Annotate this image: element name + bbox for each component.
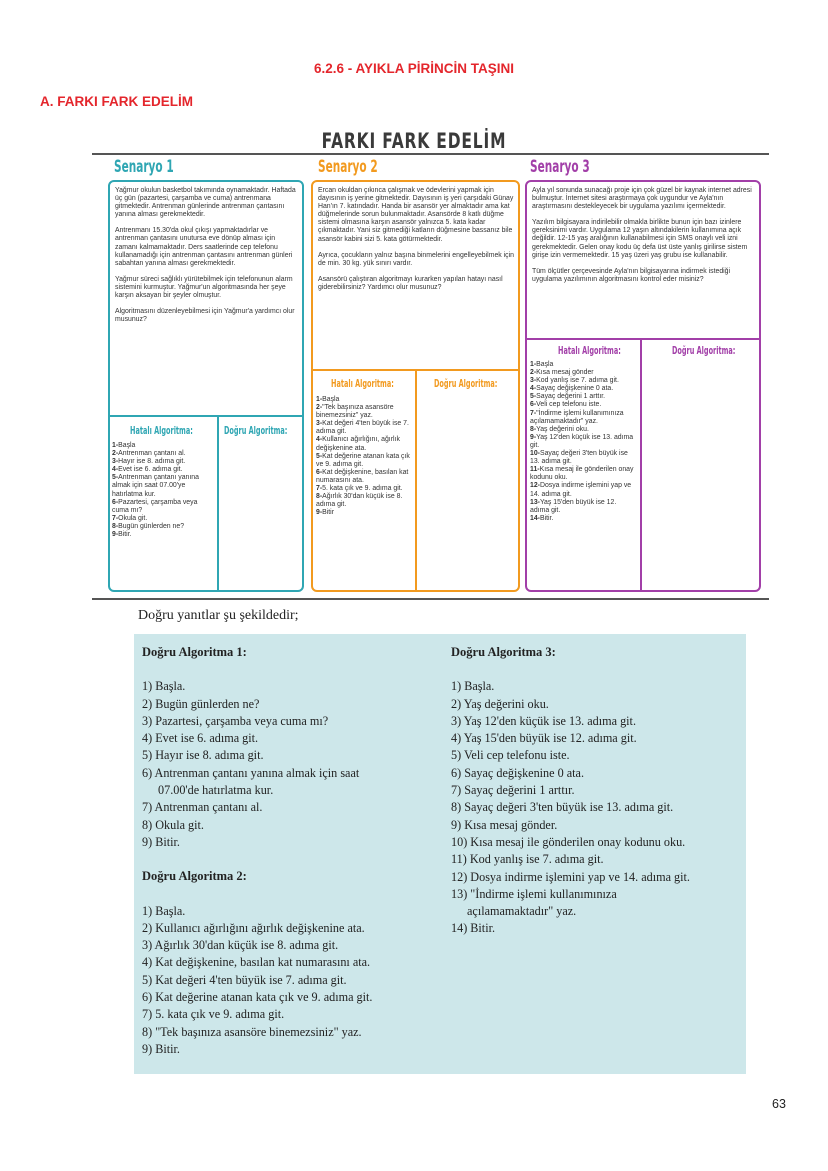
step-number: 13- [530,498,540,506]
scenario2-paragraph: Ercan okuldan çıkınca çalışmak ve ödevlerini yapmak için dayısının iş yerine gitmektedir. Dayısının iş yeri çarşıdaki Günay Han'ın 7. katındadır. Handa bir asansör yer almaktadır ama kat düğmelerinde sorun bulunmaktadır. Asansörde 8 katlı düğme sistemi olmasına karşın asansör yalnızca 5. kata kadar çıkmaktadır. Yani siz gitmediği katların düğmesine bassanız bile asansör kabini sizi 5. kata götürmektedir. [318,187,514,243]
scenario1-title: Senaryo 1 [114,157,174,177]
step-text: Sayaç değeri 3'ten büyük ise 13. adıma git. [530,450,628,466]
step-number: 10- [530,450,540,458]
step-number: 5- [316,452,323,460]
answer-step: 1) Başla. [142,903,186,918]
algorithm-step [530,434,637,450]
answer-step: 5) Kat değeri 4'ten büyük ise 7. adıma git. [142,972,347,987]
step-number: 11- [530,466,540,474]
step-number: 4- [530,385,537,393]
step-text: Yaş 15'den büyük ise 12. adıma git. [530,498,617,514]
step-text: Hayır ise 8. adıma git. [118,458,186,466]
scenario2-title: Senaryo 2 [318,157,378,177]
step-text: 5. kata çık ve 9. adıma git. [322,485,403,493]
answer-alg1-title: Doğru Algoritma 1: [142,645,247,659]
answer-step: 1) Başla. [142,679,186,694]
algorithm-step [530,482,637,498]
step-number: 14- [530,514,540,522]
answer-step: 7) Sayaç değerini 1 arttır. [451,783,575,798]
step-text: Yaş 12'den küçük ise 13. adıma git. [530,433,634,449]
step-number: 2- [530,369,537,377]
step-number: 8- [112,522,119,530]
answer-step: 7) 5. kata çık ve 9. adıma git. [142,1007,285,1022]
step-text: Kat değişkenine, basılan kat numarasını ata. [316,468,409,484]
algorithm-step [316,420,413,436]
scenario1-paragraph: Yağmur okulun basketbol takımında oynamaktadır. Haftada üç gün (pazartesi, çarşamba ve cuma) antrenmana gitmektedir. Antrenman günlerinde antrenman çantasını yanına alması gerekmektedir. [115,187,296,219]
algorithm-step [316,396,413,404]
bottom-rule [92,598,769,600]
answer-step: 9) Kısa mesaj gönder. [451,817,558,832]
step-number: 9- [112,531,119,539]
answer-step: 07.00'de hatırlatma kur. [158,783,274,798]
step-number: 4- [316,436,323,444]
step-number: 9- [316,509,323,517]
step-number: 2- [316,404,323,412]
answer-step: 2) Kullanıcı ağırlığını ağırlık değişkenine ata. [142,920,365,935]
step-text: Veli cep telefonu iste. [536,401,602,409]
answer-step: 8) Sayaç değeri 3'ten büyük ise 13. adıma git. [451,800,674,815]
answer-step: 9) Bitir. [142,834,180,849]
scenario1-text [115,187,298,332]
algorithm-step [112,474,214,498]
answer-step: 12) Dosya indirme işlemini yap ve 14. adıma git. [451,869,690,884]
banner-rule [92,153,769,155]
step-text: Kat değeri 4'ten büyük ise 7. adıma git. [316,420,409,436]
step-text: Yaş değerini oku. [536,425,589,433]
scenario2-paragraph: Ayrıca, çocukların yalnız başına binmelerini engelleyebilmek için de min. 30 kg. yük sınırı vardır. [318,251,514,267]
scenario3-wrong-steps [530,361,637,523]
answer-step: 6) Kat değerine atanan kata çık ve 9. adıma git. [142,990,373,1005]
answer-step: 13) "İndirme işlemi kullanımınıza [451,886,617,901]
answer-step: 10) Kısa mesaj ile gönderilen onay kodunu oku. [451,834,686,849]
scenario2-paragraph: Asansörü çalıştıran algoritmayı kurarken yapılan hatayı nasıl giderebilirsiniz? Yardımcı olur musunuz? [318,275,503,291]
step-text: Başla [118,442,136,449]
algorithm-step [112,450,214,458]
answer-step: 8) Okula git. [142,817,204,832]
scenario2-wrong-steps [316,396,413,517]
scenario2-wrong-heading: Hatalı Algoritma: [331,378,394,390]
algorithm-step [316,404,413,420]
algorithm-step [530,426,637,434]
answer-step: 6) Sayaç değişkenine 0 ata. [451,765,584,780]
step-text: Ağırlık 30'dan küçük ise 8. adıma git. [316,493,403,509]
answer-alg2-steps [142,903,442,1059]
step-number: 6- [316,468,323,476]
algorithm-step [112,458,214,466]
algorithm-step [316,469,413,485]
scenario2-text [318,187,514,300]
algorithm-step [316,485,413,493]
step-text: Pazartesi, çarşamba veya cuma mı? [112,498,198,514]
answer-step: 2) Yaş değerini oku. [451,696,549,711]
step-number: 4- [112,466,119,474]
step-number: 12- [530,482,540,490]
step-number: 2- [112,450,119,458]
answer-step: 3) Yaş 12'den küçük ise 13. adıma git. [451,713,636,728]
answer-alg2-title: Doğru Algoritma 2: [142,869,247,884]
answer-step: 5) Veli cep telefonu iste. [451,748,570,763]
answer-step: 5) Hayır ise 8. adıma git. [142,748,264,763]
step-text: Evet ise 6. adıma git. [118,466,183,474]
scenario3-wrong-heading: Hatalı Algoritma: [558,345,621,357]
algorithm-step [112,442,214,450]
scenario1-paragraph: Algoritmasını düzenleyebilmesi için Yağmur'a yardımcı olur musunuz? [115,308,295,324]
step-number: 1- [530,361,537,368]
step-text: Antrenman çantanı al. [118,450,186,458]
answer-alg1-steps [142,678,442,851]
step-number: 7- [112,514,119,522]
step-text: Başla [322,396,340,403]
answer-alg3-steps [451,678,743,937]
algorithm-step [316,493,413,509]
answer-step: 3) Ağırlık 30'dan küçük ise 8. adıma git. [142,938,339,953]
algorithm-step [530,401,637,409]
step-number: 6- [530,401,537,409]
answer-step: 2) Bugün günlerden ne? [142,696,260,711]
step-number: 3- [112,458,119,466]
step-text: Kat değerine atanan kata çık ve 9. adıma git. [316,452,410,468]
answer-step: 14) Bitir. [451,921,496,936]
algorithm-step [112,531,214,539]
step-text: Bugün günlerden ne? [118,522,185,530]
scenario3-paragraph: Tüm ölçütler çerçevesinde Ayla'nın bilgisayarına indirmek istediği uygulama yazılımının algoritmasını kontrol eder misiniz? [532,267,731,283]
scenario1-column-divider [217,416,219,591]
algorithm-step [530,515,637,523]
algorithm-step [530,377,637,385]
answer-step: açılamamaktadır" yaz. [467,904,577,919]
scenario3-paragraph: Yazılım bilgisayara indirilebilir olmakla birlikte bunun için bazı izinlere gereksinimi vardır. Uygulama 12 yaşın altındakilerin kullanımına açık değildir. 12-15 yaş aralığının kullanabilmesi için SMS onaylı veli izni gerekmektedir. Gelen onay kodu üç defa üst üste yanlış girilirse sistem girişe izin vermemektedir. 15 yaş üzeri yaş grubu ise kullanabilir. [532,219,748,259]
step-text: Kullanıcı ağırlığını, ağırlık değişkenine ata. [316,436,400,452]
scenario3-column-divider [640,339,642,591]
step-number: 5- [112,474,119,482]
step-number: 3- [530,377,537,385]
algorithm-step [530,393,637,401]
answer-step: 9) Bitir. [142,1041,180,1056]
step-number: 1- [112,442,119,449]
step-number: 8- [316,493,323,501]
scenario3-paragraph: Ayla yıl sonunda sunacağı proje için çok güzel bir kaynak internet adresi bulmuştur. İnternet sitesi araştırmaya çok uygundur ve Ayla'nın araştırmasını destekleyecek bir uygulama yazılımı içermektedir. [532,187,752,211]
step-text: Antrenman çantanı yanına almak için saat 07.00'ye hatırlatma kur. [112,474,199,498]
algorithm-step [530,499,637,515]
scenario3-divider [526,338,760,340]
step-number: 7- [316,485,323,493]
page-number: 63 [772,1097,786,1111]
step-text: "Tek başınıza asansöre binemezsiniz" yaz. [316,404,394,420]
scenario1-paragraph: Yağmur süreci sağlıklı yürütebilmek için telefonunun alarm sistemini kurmuştur. Yağmur'un algoritmasında her şeye karşın aksayan bir şeyler olmuştur. [115,275,293,300]
answer-step: 1) Başla. [451,679,495,694]
step-number: 1- [316,396,323,403]
step-text: Kısa mesaj ile gönderilen onay kodunu oku. [530,466,634,482]
scenario1-paragraph: Antrenmanı 15.30'da okul çıkışı yapmaktadırlar ve antrenman çantasını unutursa eve dönüp alması için zamanı kalmamaktadır. Ders saatlerinde cep telefonu kullanamadığı için antrenman çantasını antrenman günleri sabahtan yanına alması gerekmektedir. [115,227,293,267]
algorithm-step [530,466,637,482]
step-text: Bitir. [118,531,132,539]
answer-step: 4) Kat değişkenine, basılan kat numarasını ata. [142,955,371,970]
scenario3-right-heading: Doğru Algoritma: [672,345,736,357]
step-text: Bitir [322,509,335,517]
answers-right-column [451,644,743,938]
algorithm-step [530,361,637,369]
scenario1-wrong-heading: Hatalı Algoritma: [130,425,193,437]
algorithm-step [316,436,413,452]
scenario1-wrong-steps [112,442,214,539]
algorithm-step [112,515,214,523]
answer-step: 8) "Tek başınıza asansöre binemezsiniz" yaz. [142,1024,362,1039]
algorithm-step [530,369,637,377]
scenario2-right-heading: Doğru Algoritma: [434,378,498,390]
algorithm-step [530,385,637,393]
step-text: Okula git. [118,514,148,522]
step-text: Başla [536,361,554,368]
algorithm-step [316,509,413,517]
scenario1-right-heading: Doğru Algoritma: [224,425,288,437]
sub-title: A. FARKI FARK EDELİM [40,94,194,109]
algorithm-step [530,410,637,426]
answers-left-column [142,644,442,1058]
answer-step: 6) Antrenman çantanı yanına almak için saat [142,765,360,780]
banner-title: FARKI FARK EDELİM [321,129,507,153]
step-text: Sayaç değerini 1 arttır. [536,393,606,401]
step-text: "İndirme işlemi kullanımınıza açılamamaktadır" yaz. [530,409,624,425]
scenario2-column-divider [415,370,417,591]
algorithm-step [112,499,214,515]
step-number: 9- [530,433,537,441]
answer-step: 4) Evet ise 6. adıma git. [142,731,259,746]
answer-step: 7) Antrenman çantanı al. [142,800,263,815]
step-number: 7- [530,409,537,417]
step-number: 3- [316,420,323,428]
step-text: Kod yanlış ise 7. adıma git. [536,377,619,385]
scenario1-divider [109,415,303,417]
scenario3-title: Senaryo 3 [530,157,590,177]
algorithm-step [112,466,214,474]
section-title: 6.2.6 - AYIKLA PİRİNCİN TAŞINI [313,61,515,76]
step-text: Kısa mesaj gönder [536,369,594,377]
answers-intro: Doğru yanıtlar şu şekildedir; [138,608,299,623]
answer-step: 4) Yaş 15'den büyük ise 12. adıma git. [451,731,637,746]
answer-step: 11) Kod yanlış ise 7. adıma git. [451,852,604,867]
step-text: Bitir. [539,514,554,522]
step-number: 5- [530,393,537,401]
step-number: 6- [112,498,119,506]
algorithm-step [316,453,413,469]
step-text: Dosya indirme işlemini yap ve 14. adıma git. [530,482,632,498]
step-text: Sayaç değişkenine 0 ata. [536,385,614,393]
answer-step: 3) Pazartesi, çarşamba veya cuma mı? [142,713,329,728]
scenario3-text [532,187,755,292]
algorithm-step [112,523,214,531]
step-number: 8- [530,425,537,433]
answer-alg3-title: Doğru Algoritma 3: [451,645,556,659]
algorithm-step [530,450,637,466]
